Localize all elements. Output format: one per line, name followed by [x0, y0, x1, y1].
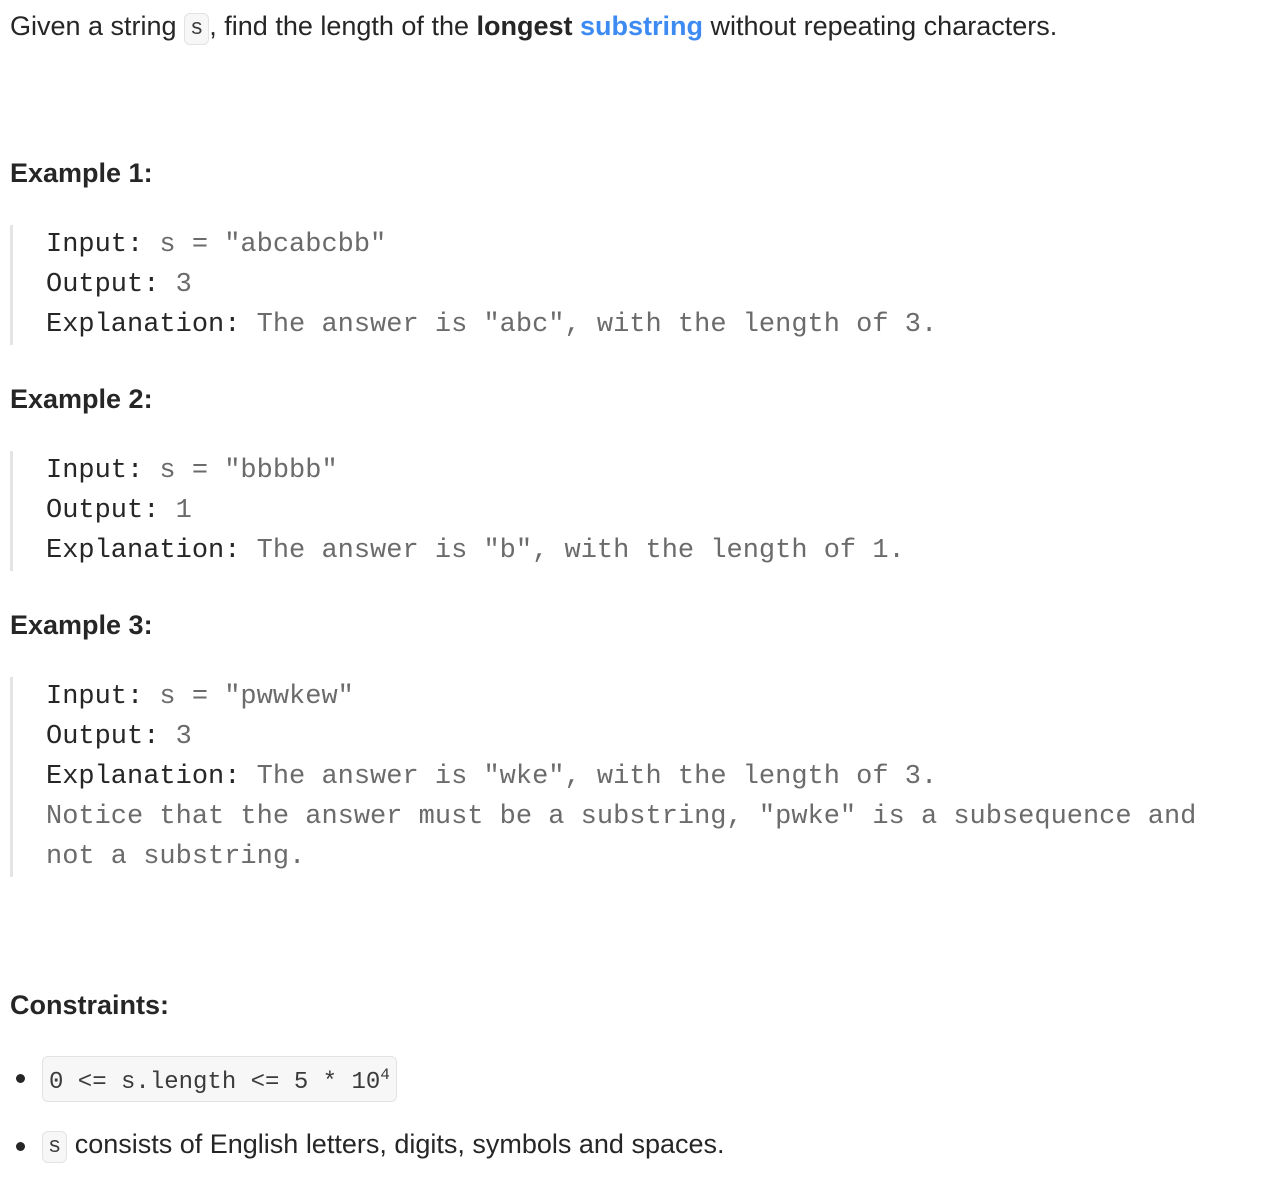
example-3-heading: Example 3:: [10, 610, 153, 640]
example-2-block: [10, 451, 905, 571]
constraints-list: [10, 1056, 725, 1186]
constraint-length-code: 0 <= s.length <= $5 * 10^4$: [42, 1056, 397, 1102]
inline-code-s: s: [42, 1131, 67, 1163]
example-1-explanation: Explanation: The answer is "abc", with the length of 3.: [46, 310, 938, 340]
example-2-input: Input: s = "bbbbb": [46, 456, 338, 486]
exponent: 4: [380, 1066, 390, 1084]
constraints-heading: Constraints:: [10, 990, 170, 1020]
constraint-item: [10, 1056, 725, 1102]
statement-text: , find the length of the: [209, 11, 477, 41]
inline-code-s: s: [184, 13, 209, 45]
example-2-heading: Example 2:: [10, 384, 153, 414]
substring-link[interactable]: substring: [580, 11, 704, 41]
bullet-icon: [16, 1142, 25, 1151]
statement-text: Given a string: [10, 11, 185, 41]
example-1-output: Output: 3: [46, 270, 192, 300]
example-3-note-continued: not a substring.: [46, 842, 306, 872]
example-3-block: [10, 677, 1196, 877]
example-2-explanation: Explanation: The answer is "b", with the length of 1.: [46, 536, 905, 566]
example-3-output: Output: 3: [46, 722, 192, 752]
emphasis-longest: longest: [476, 11, 573, 41]
example-1-heading: Example 1:: [10, 158, 153, 188]
example-1-block: [10, 225, 937, 345]
example-3-input: Input: s = "pwwkew": [46, 682, 354, 712]
problem-statement: [10, 6, 1057, 46]
bullet-icon: [16, 1074, 25, 1083]
example-2-output: Output: 1: [46, 496, 192, 526]
constraint-text: consists of English letters, digits, symbols and spaces.: [67, 1129, 725, 1159]
constraint-item: [10, 1124, 725, 1164]
example-3-explanation: Explanation: The answer is "wke", with the length of 3.: [46, 762, 938, 792]
example-1-input: Input: s = "abcabcbb": [46, 230, 387, 260]
statement-text: without repeating characters.: [703, 11, 1058, 41]
example-3-note: Notice that the answer must be a substring, "pwke" is a subsequence and: [46, 802, 1197, 832]
